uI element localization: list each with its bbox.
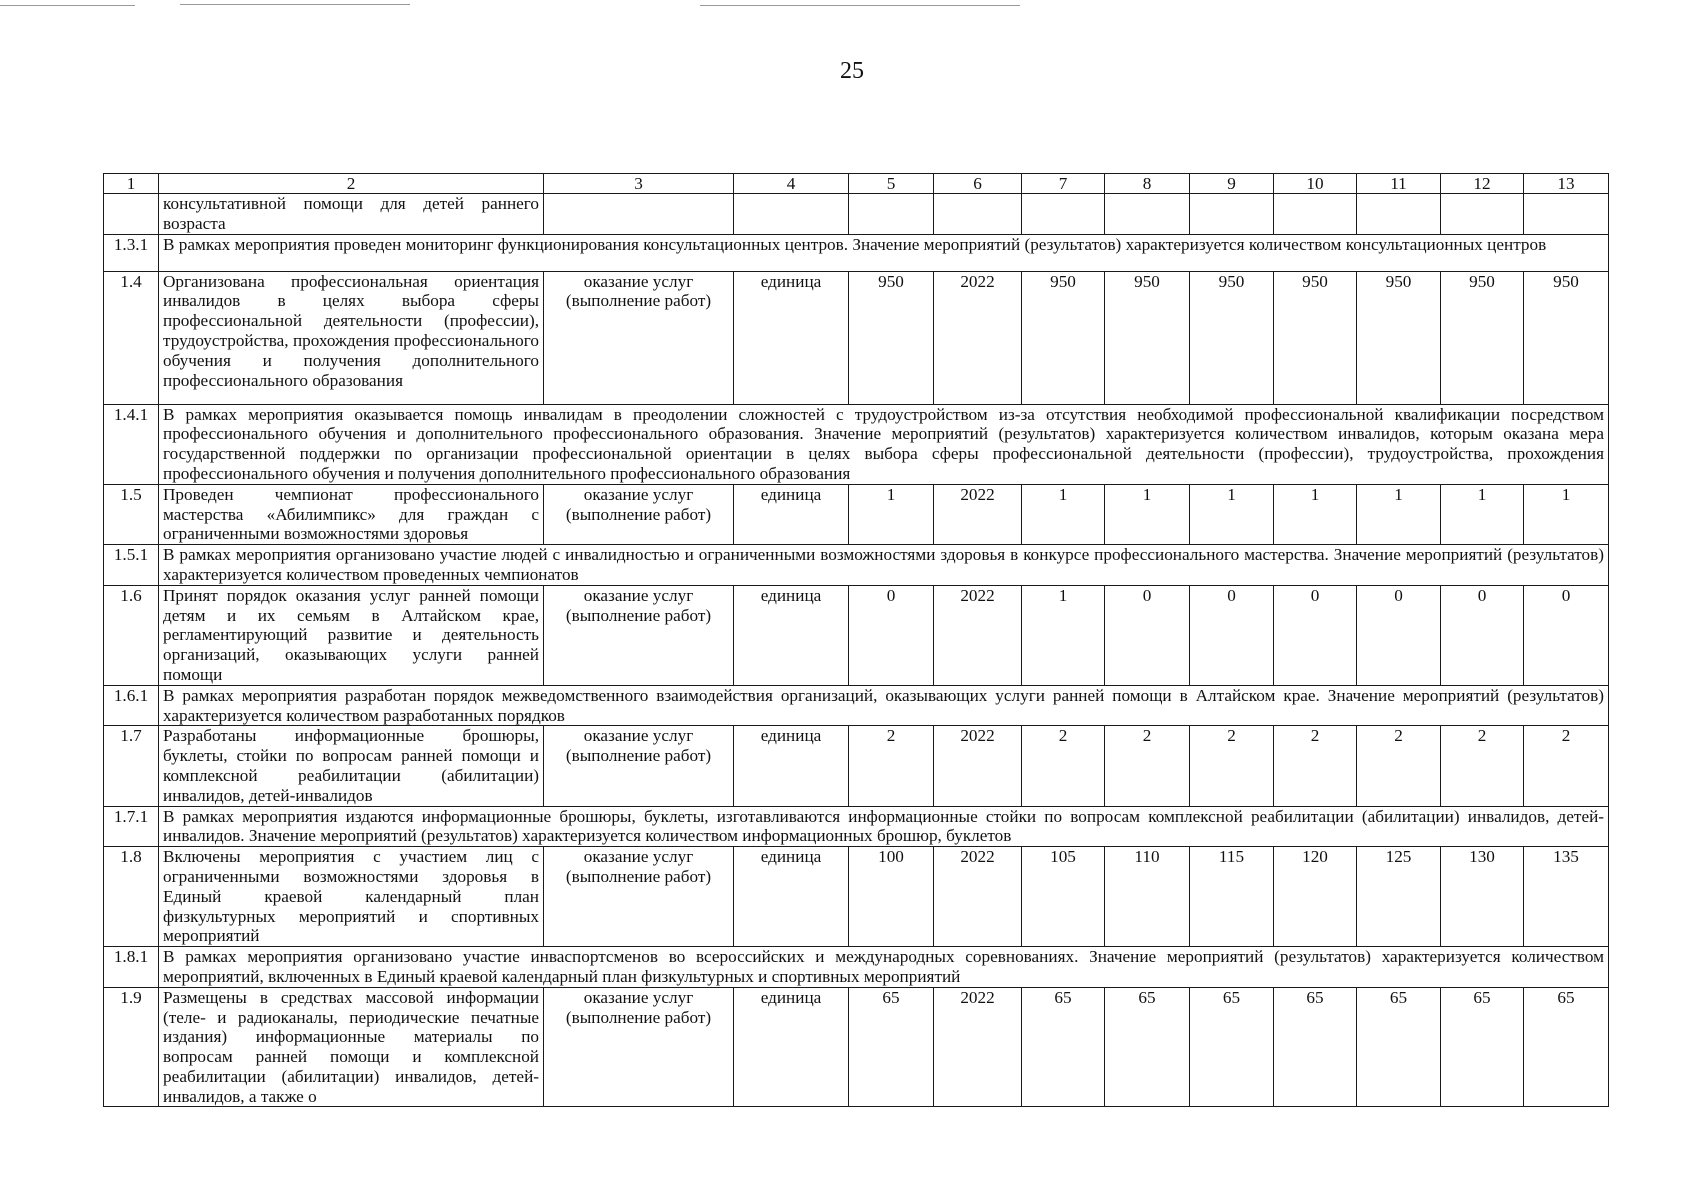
page-number: 25: [840, 58, 864, 84]
value-cell: 2022: [934, 484, 1022, 544]
value-cell: 65: [1357, 987, 1441, 1107]
activity-type: оказание услуг (выполнение работ): [544, 271, 734, 404]
row-number: 1.4: [104, 271, 159, 404]
activity-description: Принят порядок оказания услуг ранней помощи детям и их семьям в Алтайском крае, регламентирующий развитие и деятельность организаций, оказывающих услуги ранней помощи: [159, 585, 544, 685]
activity-description: Разработаны информационные брошюры, буклеты, стойки по вопросам ранней помощи и комплексной реабилитации (абилитации) инвалидов, детей-инвалидов: [159, 726, 544, 806]
value-cell: 2: [1441, 726, 1524, 806]
value-cell: 0: [1357, 585, 1441, 685]
row-number: 1.8: [104, 847, 159, 947]
unit-of-measure: единица: [734, 726, 849, 806]
value-cell: [1357, 194, 1441, 235]
activity-type: оказание услуг (выполнение работ): [544, 726, 734, 806]
value-cell: 120: [1274, 847, 1357, 947]
table-row: [104, 271, 1609, 404]
value-cell: 1: [1274, 484, 1357, 544]
value-cell: 1: [1105, 484, 1190, 544]
value-cell: 2: [1022, 726, 1105, 806]
value-cell: 2: [849, 726, 934, 806]
activity-type: оказание услуг (выполнение работ): [544, 585, 734, 685]
value-cell: 105: [1022, 847, 1105, 947]
value-cell: 110: [1105, 847, 1190, 947]
note-row: [104, 685, 1609, 726]
table-row: [104, 726, 1609, 806]
value-cell: [849, 194, 934, 235]
value-cell: 0: [1274, 585, 1357, 685]
table-row: [104, 585, 1609, 685]
value-cell: 2022: [934, 987, 1022, 1107]
column-number-cell: 13: [1524, 174, 1609, 194]
row-number: 1.6.1: [104, 685, 159, 726]
unit-of-measure: единица: [734, 484, 849, 544]
column-number-cell: 5: [849, 174, 934, 194]
value-cell: 0: [1190, 585, 1274, 685]
value-cell: 135: [1524, 847, 1609, 947]
value-cell: 2022: [934, 271, 1022, 404]
activity-description: Включены мероприятия с участием лиц с ограниченными возможностями здоровья в Единый краевой календарный план физкультурных мероприятий и спортивных мероприятий: [159, 847, 544, 947]
value-cell: 1: [1357, 484, 1441, 544]
note-text: В рамках мероприятия оказывается помощь инвалидам в преодолении сложностей с трудоустройством из-за отсутствия необходимой профессиональной квалификации посредством профессионального обучения и дополнительного профессионального образования. Значение мероприятий (результатов) характеризуется количеством инвалидов, которым оказана мера государственной поддержки по организации профессиональной ориентации в целях выбора сферы профессиональной деятельности (профессии), трудоустройства, прохождения профессионального обучения и получения дополнительного профессионального образования: [159, 404, 1609, 484]
column-number-cell: 6: [934, 174, 1022, 194]
value-cell: 950: [1105, 271, 1190, 404]
row-number: 1.3.1: [104, 234, 159, 271]
value-cell: 65: [1274, 987, 1357, 1107]
column-number-cell: 4: [734, 174, 849, 194]
value-cell: 65: [1441, 987, 1524, 1107]
column-number-cell: 7: [1022, 174, 1105, 194]
value-cell: 950: [849, 271, 934, 404]
row-number: 1.7: [104, 726, 159, 806]
scan-artifact-line: [0, 5, 135, 6]
note-row: [104, 947, 1609, 988]
value-cell: 1: [1022, 484, 1105, 544]
value-cell: [1022, 194, 1105, 235]
value-cell: 0: [849, 585, 934, 685]
value-cell: 65: [1022, 987, 1105, 1107]
value-cell: 100: [849, 847, 934, 947]
value-cell: 65: [1524, 987, 1609, 1107]
value-cell: 950: [1190, 271, 1274, 404]
unit-of-measure: [734, 194, 849, 235]
value-cell: 1: [1441, 484, 1524, 544]
column-number-cell: 10: [1274, 174, 1357, 194]
table-row: [104, 194, 1609, 235]
unit-of-measure: единица: [734, 847, 849, 947]
activity-type: оказание услуг (выполнение работ): [544, 847, 734, 947]
note-row: [104, 234, 1609, 271]
note-text: В рамках мероприятия проведен мониторинг функционирования консультационных центров. Значение мероприятий (результатов) характеризуется количеством консультационных центров: [159, 234, 1609, 271]
value-cell: 115: [1190, 847, 1274, 947]
activity-type: оказание услуг (выполнение работ): [544, 987, 734, 1107]
activity-description: Организована профессиональная ориентация инвалидов в целях выбора сферы профессиональной деятельности (профессии), трудоустройства, прохождения профессионального обучения и получения дополнительного профессионального образования: [159, 271, 544, 404]
activity-description: консультативной помощи для детей раннего возраста: [159, 194, 544, 235]
value-cell: 1: [1524, 484, 1609, 544]
activity-type: [544, 194, 734, 235]
value-cell: 2022: [934, 585, 1022, 685]
value-cell: 65: [1190, 987, 1274, 1107]
unit-of-measure: единица: [734, 987, 849, 1107]
value-cell: 1: [1190, 484, 1274, 544]
value-cell: 950: [1274, 271, 1357, 404]
value-cell: 950: [1357, 271, 1441, 404]
row-number: 1.8.1: [104, 947, 159, 988]
scan-artifact-line: [180, 4, 410, 5]
value-cell: [1190, 194, 1274, 235]
row-number: 1.5.1: [104, 545, 159, 586]
scan-artifact-line: [700, 5, 1020, 6]
note-row: [104, 404, 1609, 484]
column-number-cell: 12: [1441, 174, 1524, 194]
value-cell: 950: [1441, 271, 1524, 404]
value-cell: 2: [1274, 726, 1357, 806]
value-cell: [1441, 194, 1524, 235]
column-number-row: [104, 174, 1609, 194]
activity-description: Размещены в средствах массовой информации (теле- и радиоканалы, периодические печатные издания) информационные материалы по вопросам ранней помощи и комплексной реабилитации (абилитации) инвалидов, детей-инвалидов, а также о: [159, 987, 544, 1107]
column-number-cell: 1: [104, 174, 159, 194]
unit-of-measure: единица: [734, 271, 849, 404]
unit-of-measure: единица: [734, 585, 849, 685]
row-number: 1.4.1: [104, 404, 159, 484]
column-number-cell: 11: [1357, 174, 1441, 194]
column-number-cell: 8: [1105, 174, 1190, 194]
activity-type: оказание услуг (выполнение работ): [544, 484, 734, 544]
value-cell: 950: [1524, 271, 1609, 404]
value-cell: [1524, 194, 1609, 235]
value-cell: [1274, 194, 1357, 235]
value-cell: 1: [849, 484, 934, 544]
value-cell: 2: [1190, 726, 1274, 806]
value-cell: [934, 194, 1022, 235]
row-number: 1.6: [104, 585, 159, 685]
value-cell: 2: [1105, 726, 1190, 806]
column-number-cell: 9: [1190, 174, 1274, 194]
program-table: [103, 173, 1609, 1107]
note-row: [104, 806, 1609, 847]
row-number: [104, 194, 159, 235]
value-cell: 0: [1105, 585, 1190, 685]
row-number: 1.5: [104, 484, 159, 544]
note-text: В рамках мероприятия организовано участие инваспортсменов во всероссийских и международных соревнованиях. Значение мероприятий (результатов) характеризуется количеством мероприятий, включенных в Единый краевой календарный план физкультурных и спортивных мероприятий: [159, 947, 1609, 988]
column-number-cell: 3: [544, 174, 734, 194]
value-cell: 65: [849, 987, 934, 1107]
value-cell: 2: [1524, 726, 1609, 806]
value-cell: 0: [1524, 585, 1609, 685]
row-number: 1.9: [104, 987, 159, 1107]
table-row: [104, 484, 1609, 544]
value-cell: [1105, 194, 1190, 235]
note-text: В рамках мероприятия издаются информационные брошюры, буклеты, изготавливаются информационные стойки по вопросам комплексной реабилитации (абилитации) инвалидов, детей-инвалидов. Значение мероприятий (результатов) характеризуется количеством информационных брошюр, буклетов: [159, 806, 1609, 847]
note-text: В рамках мероприятия организовано участие людей с инвалидностью и ограниченными возможностями здоровья в конкурсе профессионального мастерства. Значение мероприятий (результатов) характеризуется количеством проведенных чемпионатов: [159, 545, 1609, 586]
value-cell: 2022: [934, 726, 1022, 806]
activity-description: Проведен чемпионат профессионального мастерства «Абилимпикс» для граждан с ограниченными возможностями здоровья: [159, 484, 544, 544]
table-row: [104, 847, 1609, 947]
value-cell: 130: [1441, 847, 1524, 947]
value-cell: 2022: [934, 847, 1022, 947]
row-number: 1.7.1: [104, 806, 159, 847]
value-cell: 65: [1105, 987, 1190, 1107]
value-cell: 125: [1357, 847, 1441, 947]
column-number-cell: 2: [159, 174, 544, 194]
value-cell: 0: [1441, 585, 1524, 685]
note-text: В рамках мероприятия разработан порядок межведомственного взаимодействия организаций, оказывающих услуги ранней помощи в Алтайском крае. Значение мероприятий (результатов) характеризуется количеством разработанных порядков: [159, 685, 1609, 726]
value-cell: 950: [1022, 271, 1105, 404]
value-cell: 1: [1022, 585, 1105, 685]
note-row: [104, 545, 1609, 586]
table-row: [104, 987, 1609, 1107]
value-cell: 2: [1357, 726, 1441, 806]
